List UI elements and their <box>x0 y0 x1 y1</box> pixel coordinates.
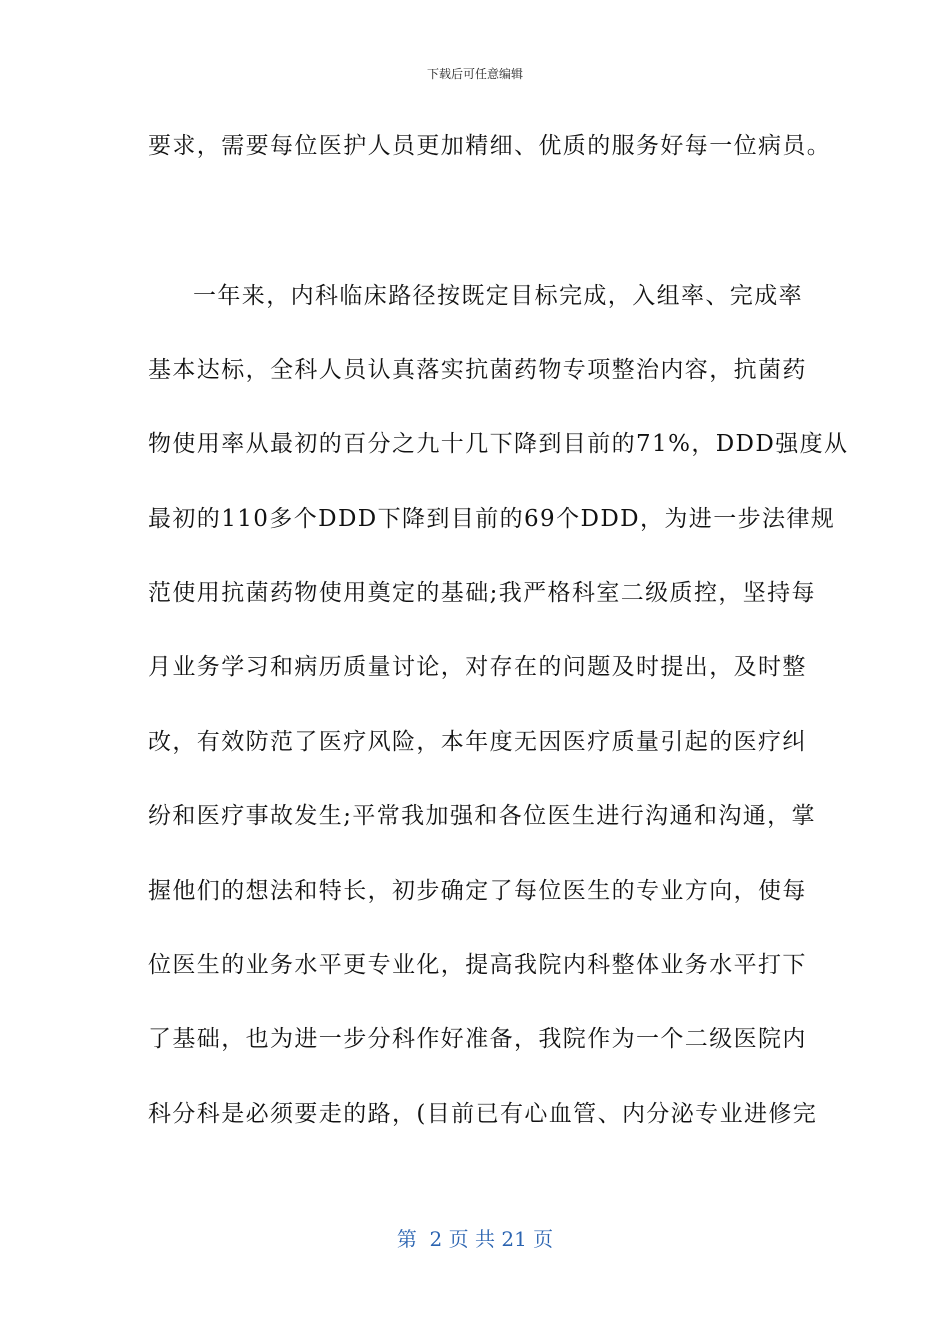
body-line-4: 物使用率从最初的百分之九十几下降到目前的71%，DDD强度从 <box>148 431 849 457</box>
body-line-12: 了基础，也为进一步分科作好准备，我院作为一个二级医院内 <box>148 1026 807 1052</box>
body-line-2: 一年来，内科临床路径按既定目标完成，入组率、完成率 <box>193 283 803 309</box>
body-line-9: 纷和医疗事故发生;平常我加强和各位医生进行沟通和沟通，掌 <box>148 803 816 829</box>
page-number-footer: 第 2 页 共 21 页 <box>396 1227 554 1251</box>
body-line-10: 握他们的想法和特长，初步确定了每位医生的专业方向，使每 <box>148 878 807 904</box>
page-header: 下载后可任意编辑 <box>426 67 523 81</box>
body-line-5: 最初的110多个DDD下降到目前的69个DDD，为进一步法律规 <box>148 506 836 532</box>
body-line-3: 基本达标，全科人员认真落实抗菌药物专项整治内容，抗菌药 <box>148 357 807 383</box>
body-line-6: 范使用抗菌药物使用奠定的基础;我严格科室二级质控，坚持每 <box>148 580 816 606</box>
body-line-13: 科分科是必须要走的路，(目前已有心血管、内分泌专业进修完 <box>148 1101 818 1127</box>
body-line-11: 位医生的业务水平更专业化，提高我院内科整体业务水平打下 <box>148 952 807 978</box>
body-line-7: 月业务学习和病历质量讨论，对存在的问题及时提出，及时整 <box>148 654 807 680</box>
body-line-8: 改，有效防范了医疗风险，本年度无因医疗质量引起的医疗纠 <box>148 729 807 755</box>
body-line-1: 要求，需要每位医护人员更加精细、优质的服务好每一位病员。 <box>148 133 832 159</box>
